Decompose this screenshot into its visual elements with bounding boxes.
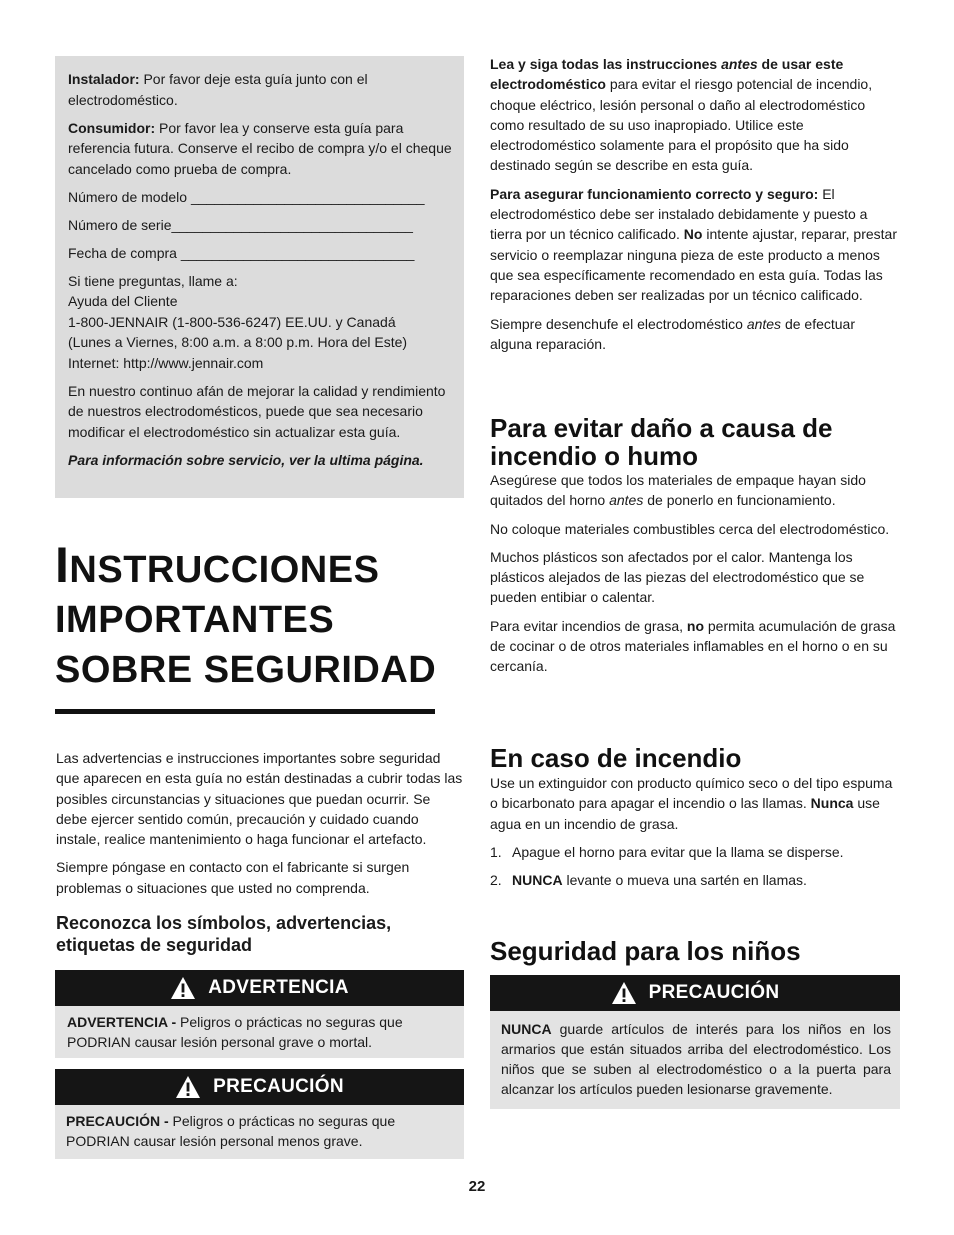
consumer-note: Consumidor: Por favor lea y conserve esta guía para referencia futura. Conserve el recibo de compra y/o el cheque cancelado como prueba de compra. <box>68 119 452 177</box>
contact-paragraph: Siempre póngase en contacto con el fabricante si surgen problemas o situaciones que usted no comprenda. <box>56 859 410 896</box>
page-number: 22 <box>468 1178 486 1195</box>
list-item: 1. Apague el horno para evitar que la llama se disperse. <box>490 843 844 860</box>
website-link[interactable]: Internet: http://www.jennair.com <box>68 354 264 371</box>
read-instructions: Lea y siga todas las instrucciones antes de usar este electrodoméstico para evitar el riesgo potencial de incendio, choque eléctrico, lesión personal o daño al electrodoméstico como resultado de su uso inapropiado. Utilice este electrodoméstico solamente para el propósito que ha sido destinado según se describe en esta guía. <box>490 56 873 174</box>
child-caution-header: PRECAUCIÓN <box>490 975 900 1011</box>
info-box <box>55 56 464 498</box>
child-caution-body: NUNCA guarde artículos de interés para los niños en los armarios que están situados arriba del electrodoméstico. Los niños que se suben al electrodoméstico o a la puerta para alcanzar los artículos pueden lesionarse gravemente. <box>501 1021 891 1097</box>
fire-smoke-heading: Para evitar daño a causa de incendio o humo <box>490 413 833 471</box>
warning-header: ADVERTENCIA <box>55 970 464 1006</box>
warning-triangle-icon <box>611 981 637 1005</box>
warning-box <box>55 970 464 1058</box>
serial-number-field: Número de serie_______________________________ <box>68 216 413 233</box>
title-divider <box>55 709 435 714</box>
contact-info: Si tiene preguntas, llame a: Ayuda del Cliente 1-800-JENNAIR (1-800-536-6247) EE.UU. y Canadá (Lunes a Viernes, 8:00 a.m. a 8:00 p.m. Hora del Este) Internet: http://www.jennair.com <box>68 272 408 371</box>
unplug-paragraph: Siempre desenchufe el electrodoméstico antes de efectuar alguna reparación. <box>490 315 855 352</box>
warning-triangle-icon <box>170 976 196 1000</box>
warning-triangle-icon <box>175 1075 201 1099</box>
installer-note: Instalador: Por favor deje esta guía junto con el electrodoméstico. <box>68 71 368 108</box>
symbols-heading: Reconozca los símbolos, advertencias, etiquetas de seguridad <box>56 913 392 955</box>
in-case-of-fire-heading: En caso de incendio <box>490 743 742 773</box>
child-caution-box <box>490 975 900 1109</box>
fire-smoke-text: Asegúrese que todos los materiales de empaque hayan sido quitados del horno antes de ponerlo en funcionamiento. No coloque materiales combustibles cerca del electrodoméstico. Muchos plásticos son afectados por el calor. Mantenga los plásticos alejados de las piezas del electrodoméstico que se pueden entibiar o calentar. Para evitar incendios de grasa, no permita acumulación de grasa de cocinar o de otros materiales inflamables en el horno o en su cercanía. <box>490 472 896 675</box>
ensure-paragraph: Para asegurar funcionamiento correcto y seguro: El electrodoméstico debe ser instalado debidamente y puesto a tierra por un técnico calificado. No intente ajustar, reparar, prestar servicio o reemplazar ninguna pieza de este producto a menos que sea específicamente recomendado en esta guía. Todas las reparaciones deben ser realizadas por un técnico calificado. <box>490 185 897 304</box>
child-safety-heading: Seguridad para los niños <box>490 936 801 966</box>
caution-header: PRECAUCIÓN <box>55 1069 464 1105</box>
purchase-date-field: Fecha de compra ______________________________ <box>68 244 415 261</box>
improvement-note: En nuestro continuo afán de mejorar la calidad y rendimiento de nuestros electrodomésticos, puede que sea necesario modificar el electrodoméstico sin actualizar esta guía. <box>68 382 446 440</box>
safety-instructions <box>490 54 900 362</box>
service-note: Para información sobre servicio, ver la ultima página. <box>68 451 424 468</box>
warning-body: ADVERTENCIA - Peligros o prácticas no seguras que PODRIAN causar lesión personal grave o mortal. <box>67 1014 403 1050</box>
model-number-field: Número de modelo ______________________________ <box>68 188 425 205</box>
caution-box <box>55 1069 464 1159</box>
list-item: 2. NUNCA levante o mueva una sartén en llamas. <box>490 872 807 889</box>
in-case-of-fire-text: Use un extinguidor con producto químico seco o del tipo espuma o bicarbonato para apagar el incendio o las llamas. Nunca use agua en un incendio de grasa. 1. Apague el horno para evitar que la llama se disperse. 2. NUNCA levante o mueva una sartén en llamas. <box>490 773 900 898</box>
intro-text <box>56 748 464 906</box>
page-title: INSTRUCCIONES IMPORTANTES SOBRE SEGURIDAD <box>55 537 437 691</box>
intro-paragraph: Las advertencias e instrucciones importantes sobre seguridad que aparecen en esta guía no están destinadas a cubrir todas las posibles circunstancias y situaciones que puedan ocurrir. Se debe ejercer sentido común, precaución y cuidado cuando instale, realice mantenimiento o haga funcionar el artefacto. <box>56 750 463 848</box>
caution-body: PRECAUCIÓN - Peligros o prácticas no seguras que PODRIAN causar lesión personal menos grave. <box>66 1113 396 1149</box>
